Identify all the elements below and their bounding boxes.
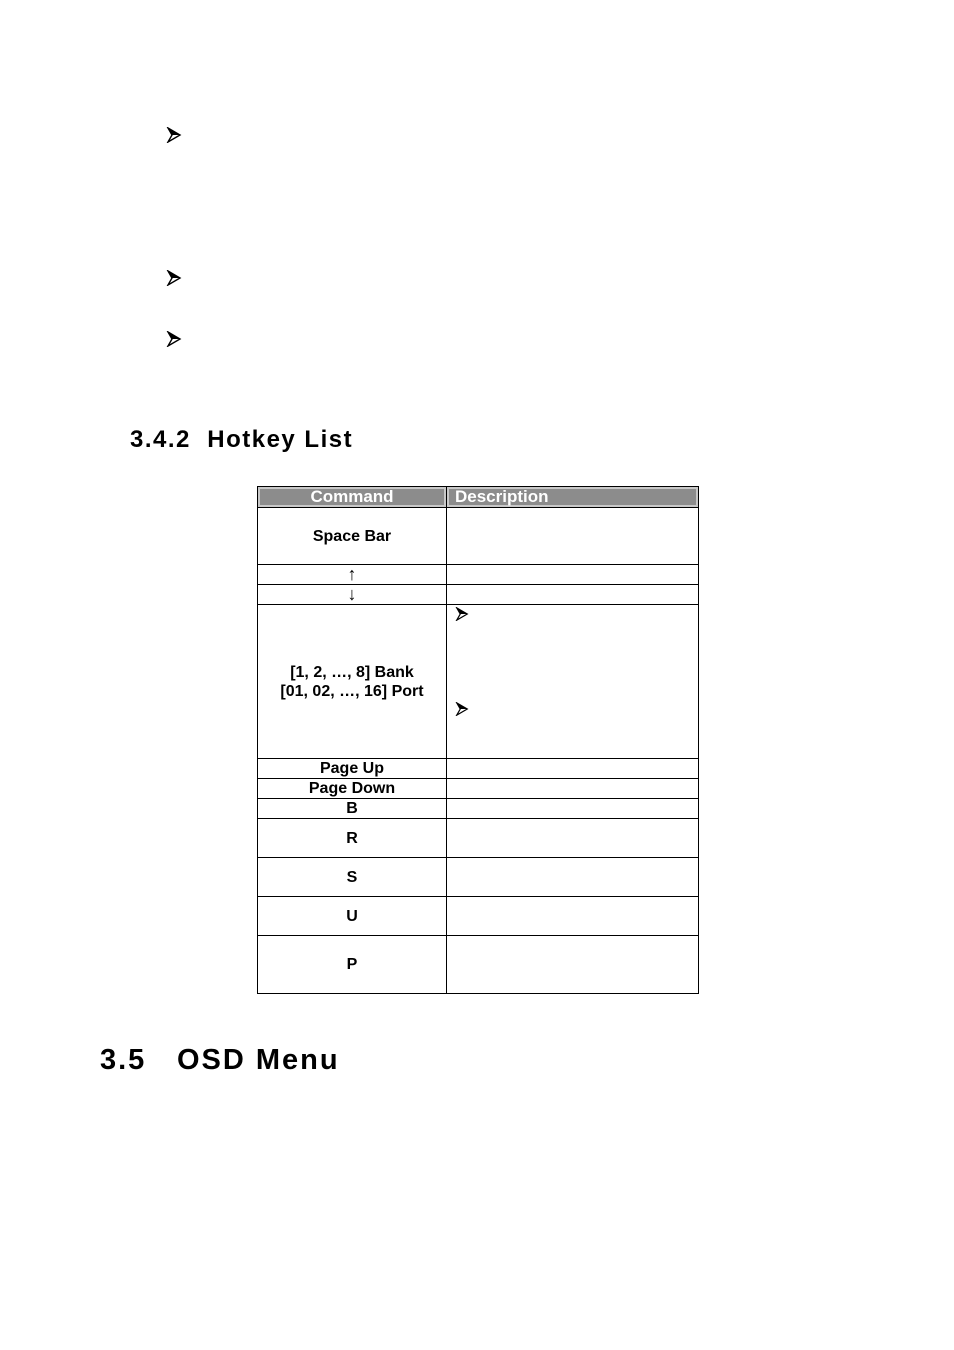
heading-title: OSD Menu	[177, 1044, 340, 1076]
description-cell	[447, 799, 699, 819]
table-row	[258, 936, 699, 994]
arrowhead-bullet-icon	[455, 607, 469, 621]
table-row	[258, 605, 699, 759]
subheading-title: Hotkey List	[207, 426, 354, 453]
column-header-description: Description	[447, 487, 699, 508]
table-row	[258, 779, 699, 799]
table-header-row	[258, 487, 699, 508]
description-cell	[447, 936, 699, 994]
description-cell	[447, 759, 699, 779]
command-cell: U	[258, 897, 447, 936]
description-cell	[447, 779, 699, 799]
table-row	[258, 759, 699, 779]
description-cell	[447, 565, 699, 585]
table-row	[258, 799, 699, 819]
section-heading	[100, 1044, 340, 1077]
subheading-number: 3.4.2	[130, 426, 191, 453]
table-row	[258, 565, 699, 585]
command-cell	[258, 605, 447, 759]
heading-number: 3.5	[100, 1044, 147, 1076]
command-cell: P	[258, 936, 447, 994]
up-arrow-icon: ↑	[258, 565, 447, 585]
table-row	[258, 508, 699, 565]
command-cell: R	[258, 819, 447, 858]
column-header-command: Command	[258, 487, 447, 508]
description-cell	[447, 605, 699, 759]
description-cell	[447, 819, 699, 858]
command-cell: B	[258, 799, 447, 819]
command-cell: S	[258, 858, 447, 897]
arrowhead-bullet-icon	[166, 331, 182, 347]
description-cell	[447, 508, 699, 565]
table-row	[258, 819, 699, 858]
command-line: [01, 02, …, 16] Port	[280, 682, 424, 700]
table-row	[258, 585, 699, 605]
table-row	[258, 858, 699, 897]
arrowhead-bullet-icon	[455, 702, 469, 716]
command-cell: Page Up	[258, 759, 447, 779]
description-cell	[447, 858, 699, 897]
section-subheading	[130, 426, 353, 454]
arrowhead-bullet-icon	[166, 270, 182, 286]
description-cell	[447, 897, 699, 936]
hotkey-table	[257, 486, 699, 994]
down-arrow-icon: ↓	[258, 585, 447, 605]
description-cell	[447, 585, 699, 605]
table-row	[258, 897, 699, 936]
arrowhead-bullet-icon	[166, 127, 182, 143]
command-cell: Page Down	[258, 779, 447, 799]
command-line: [1, 2, …, 8] Bank	[290, 663, 414, 681]
command-cell: Space Bar	[258, 508, 447, 565]
